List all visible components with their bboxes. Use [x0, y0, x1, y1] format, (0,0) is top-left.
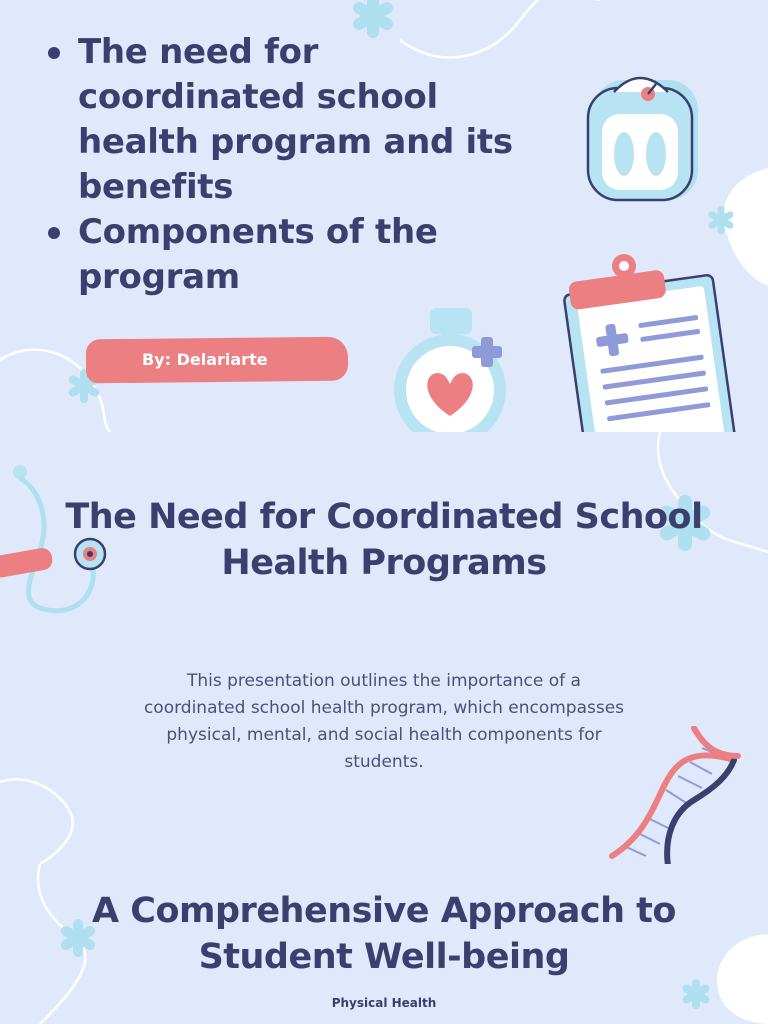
scale-icon [584, 62, 704, 202]
slide-title: A Comprehensive Approach to Student Well-being [92, 891, 676, 977]
section-label: Physical Health [331, 996, 437, 1010]
clipboard-icon [560, 244, 740, 432]
topic-item [44, 30, 544, 210]
medical-cross-icon [704, 203, 738, 237]
slide-2 [0, 432, 768, 864]
medical-cross-icon [678, 976, 714, 1012]
slide-description: This presentation outlines the importance of a coordinated school health program, which encompasses physical, mental, and social health components for students. [143, 671, 625, 772]
dna-icon [604, 726, 744, 864]
topic-text: The need for coordinated school health program and its benefits [78, 32, 513, 207]
topic-text: Components of the program [78, 212, 438, 297]
bullet-dot [48, 227, 60, 239]
topic-list [44, 30, 544, 300]
author-label: By: Delariarte [142, 350, 268, 369]
bullet-dot [48, 47, 60, 59]
heart-stopwatch-icon [386, 304, 516, 432]
slide-3 [0, 864, 768, 1024]
slide-1 [0, 0, 768, 432]
slide-title: The Need for Coordinated School Health Programs [65, 497, 703, 583]
topic-item [44, 210, 544, 300]
